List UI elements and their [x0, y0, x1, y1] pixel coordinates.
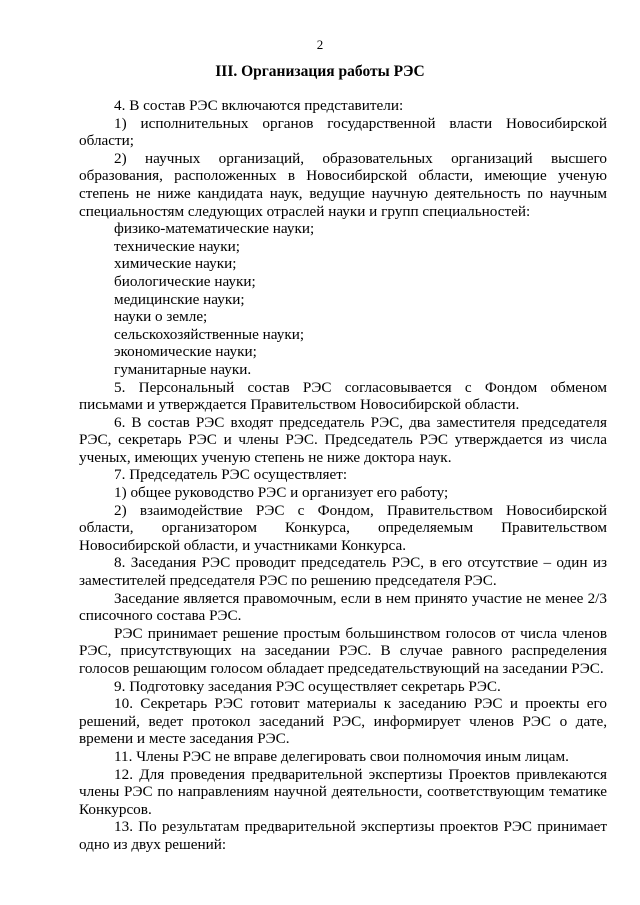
- paragraph-6: 6. В состав РЭС входят председатель РЭС, два заместителя председателя РЭС, секретарь РЭС и члены РЭС. Председатель РЭС утверждается из числа ученых, имеющих ученую степень не ниже доктора наук.: [79, 413, 607, 466]
- paragraph-4: 4. В состав РЭС включаются представители:: [114, 97, 404, 114]
- science-field-item: гуманитарные науки.: [114, 360, 252, 378]
- document-body: [79, 97, 607, 854]
- paragraph-7-item-2: 2) взаимодействие РЭС с Фондом, Правительством Новосибирской области, организатором Конкурса, определяемым Правительством Новосибирской области, и участниками Конкурса.: [79, 501, 607, 554]
- science-field-item: химические науки;: [114, 255, 237, 273]
- paragraph-7-item-1: 1) общее руководство РЭС и организует его работу;: [114, 484, 449, 502]
- paragraph-voting: РЭС принимает решение простым большинством голосов от числа членов РЭС, присутствующих на заседании РЭС. В случае равного распределения голосов решающим голосом обладает председательствующий на заседании РЭС.: [79, 624, 607, 677]
- paragraph-7: 7. Председатель РЭС осуществляет:: [114, 466, 348, 484]
- science-field-item: биологические науки;: [114, 272, 256, 290]
- paragraph-12: 12. Для проведения предварительной экспертизы Проектов привлекаются члены РЭС по направлениям научной деятельности, соответствующим тематике Конкурсов.: [79, 765, 607, 818]
- paragraph-quorum: Заседание является правомочным, если в нем принято участие не менее 2/3 списочного состава РЭС.: [79, 589, 607, 625]
- science-field-item: науки о земле;: [114, 308, 208, 326]
- science-field-item: технические науки;: [114, 237, 240, 255]
- paragraph-13: 13. По результатам предварительной экспертизы проектов РЭС принимает одно из двух решений:: [79, 818, 607, 853]
- paragraph-9: 9. Подготовку заседания РЭС осуществляет секретарь РЭС.: [114, 677, 501, 695]
- paragraph-8: 8. Заседания РЭС проводит председатель РЭС, в его отсутствие – один из заместителей председателя РЭС по решению председателя РЭС.: [79, 554, 607, 590]
- science-field-item: медицинские науки;: [114, 290, 245, 308]
- paragraph-5: 5. Персональный состав РЭС согласовывается с Фондом обменом письмами и утверждается Правительством Новосибирской области.: [79, 378, 607, 414]
- science-field-item: физико-математические науки;: [114, 220, 315, 238]
- section-heading: III. Организация работы РЭС: [215, 63, 425, 80]
- page-number: 2: [316, 37, 324, 52]
- science-field-item: сельскохозяйственные науки;: [114, 325, 305, 343]
- paragraph-4-item-1: 1) исполнительных органов государственной власти Новосибирской области;: [79, 114, 607, 150]
- paragraph-4-item-2: 2) научных организаций, образовательных организаций высшего образования, расположенных в Новосибирской области, имеющие ученую степень не ниже кандидата наук, ведущие научную деятельность по научным специальностям следующих отраслей науки и групп специальностей:: [79, 149, 607, 220]
- science-field-item: экономические науки;: [114, 343, 257, 361]
- paragraph-11: 11. Члены РЭС не вправе делегировать свои полномочия иным лицам.: [114, 747, 569, 765]
- paragraph-10: 10. Секретарь РЭС готовит материалы к заседанию РЭС и проекты его решений, ведет протокол заседаний РЭС, информирует членов РЭС о дате, времени и месте заседания РЭС.: [79, 695, 607, 748]
